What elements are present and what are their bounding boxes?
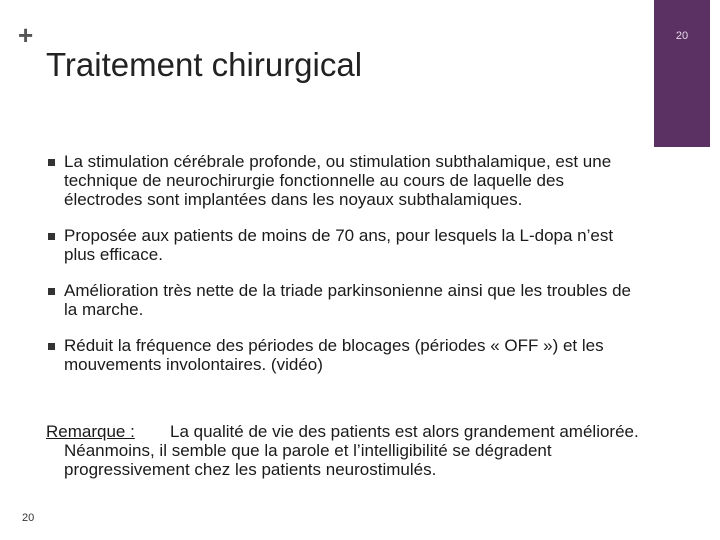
square-bullet-icon — [48, 343, 55, 350]
bullet-text: Amélioration très nette de la triade parkinsonienne ainsi que les troubles de la marche. — [64, 281, 632, 319]
bullet-item — [40, 152, 640, 209]
square-bullet-icon — [48, 233, 55, 240]
bullet-list — [40, 152, 640, 391]
remark-paragraph — [46, 422, 646, 479]
footer-page-number: 20 — [22, 512, 35, 524]
bullet-item — [40, 281, 640, 319]
square-bullet-icon — [48, 159, 55, 166]
remark-label: Remarque : — [46, 422, 135, 441]
slide-title: Traitement chirurgical — [46, 46, 363, 83]
accent-bar — [654, 0, 710, 147]
bullet-text: Proposée aux patients de moins de 70 ans, pour lesquels la L-dopa n’est plus efficace. — [64, 226, 614, 264]
bullet-item — [40, 226, 640, 264]
plus-decoration: + — [18, 20, 34, 50]
bullet-text: Réduit la fréquence des périodes de blocages (périodes « OFF ») et les mouvements involontaires. (vidéo) — [64, 336, 604, 374]
slide-number: 20 — [675, 30, 689, 42]
bullet-text: La stimulation cérébrale profonde, ou stimulation subthalamique, est une technique de neurochirurgie fonctionnelle au cours de laquelle des électrodes sont implantées dans les noyaux subthalamiques. — [64, 152, 612, 209]
remark-text: La qualité de vie des patients est alors grandement améliorée. Néanmoins, il semble que la parole et l’intelligibilité se dégradent progressivement chez les patients neurostimulés. — [64, 422, 639, 479]
bullet-item — [40, 336, 640, 374]
square-bullet-icon — [48, 288, 55, 295]
